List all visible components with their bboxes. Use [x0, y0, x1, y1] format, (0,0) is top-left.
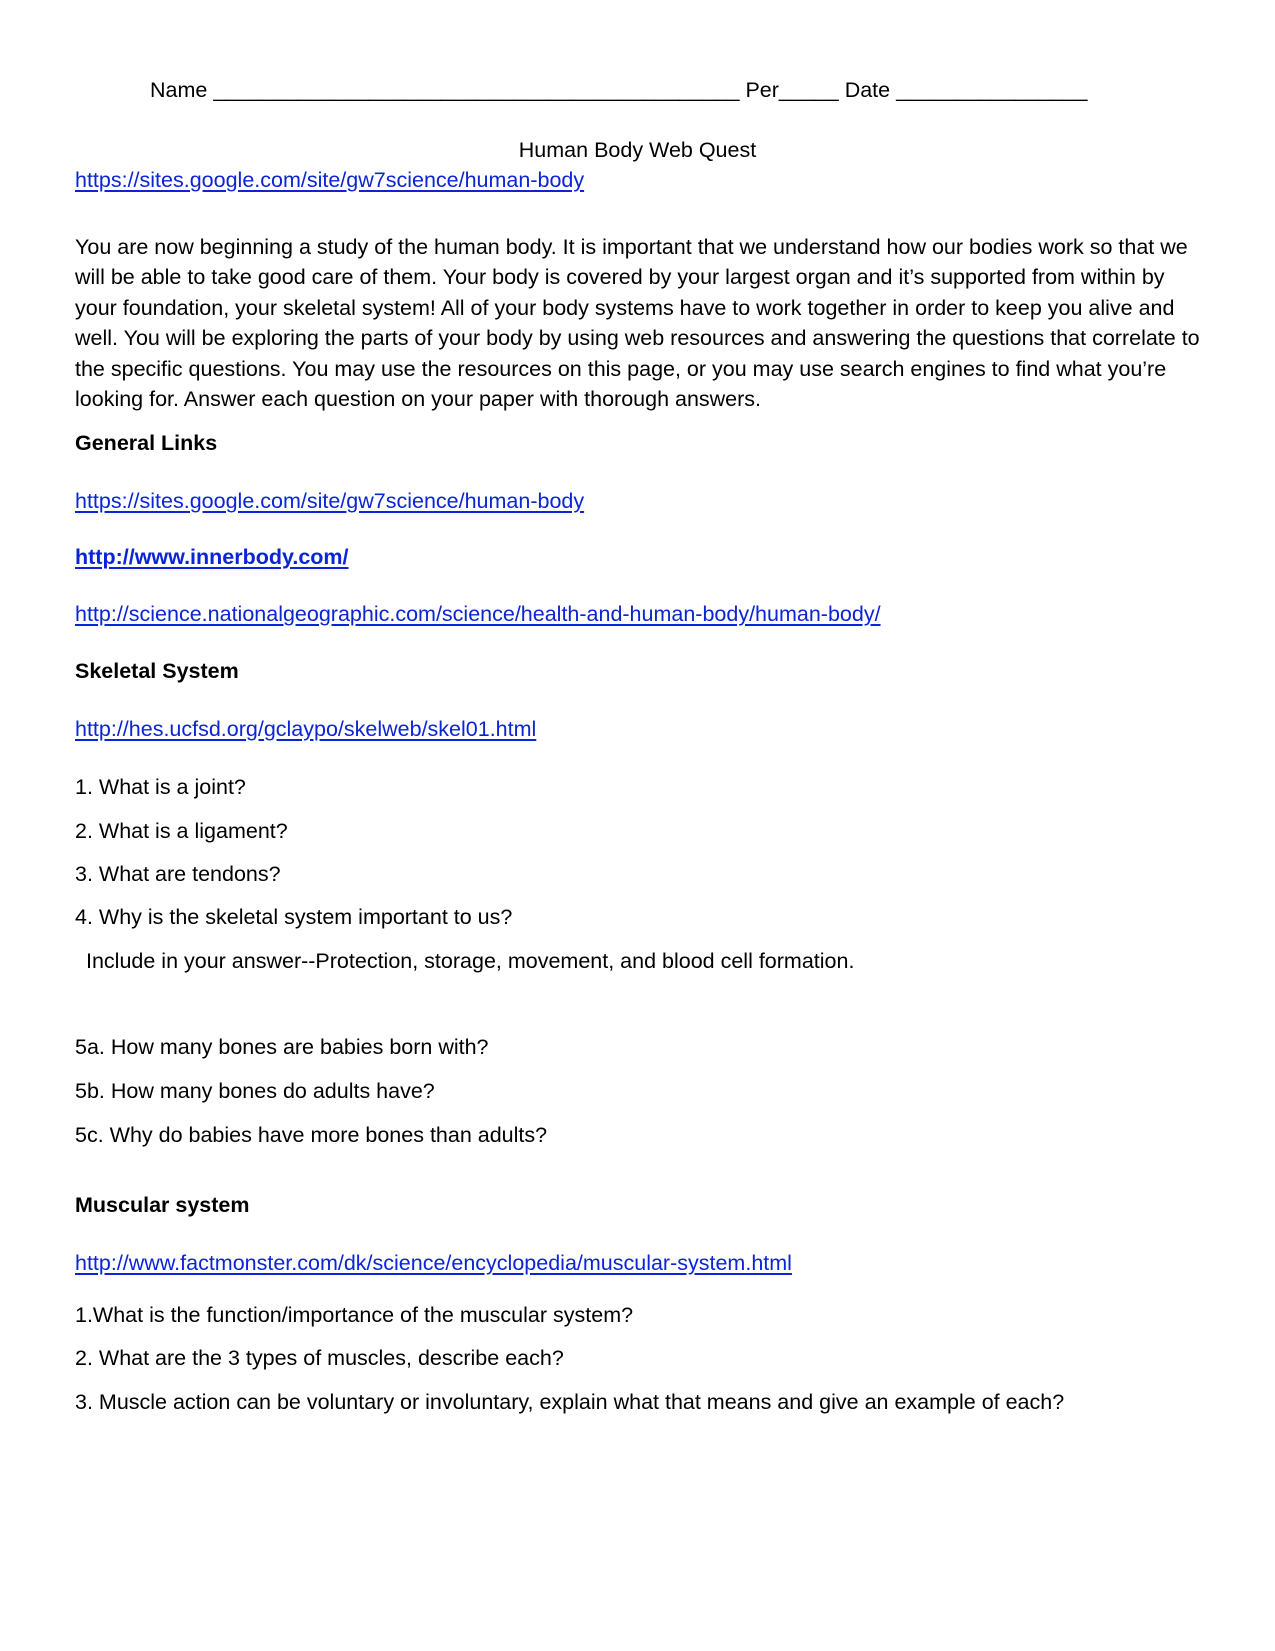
muscular-question: 3. Muscle action can be voluntary or involuntary, explain what that means and give an example of each? — [75, 1390, 1065, 1414]
skeletal-question: 5a. How many bones are babies born with? — [75, 1035, 489, 1059]
skeletal-question: 1. What is a joint? — [75, 775, 246, 799]
skeletal-question-hint: Include in your answer--Protection, storage, movement, and blood cell formation. — [86, 949, 855, 973]
date-blank: ________________ — [896, 78, 1088, 102]
date-label: Date — [844, 78, 891, 102]
skeletal-question: 5c. Why do babies have more bones than adults? — [75, 1123, 548, 1147]
name-blank: ____________________________________________ — [213, 78, 740, 102]
muscular-question: 2. What are the 3 types of muscles, describe each? — [75, 1346, 564, 1370]
name-label: Name — [150, 78, 208, 102]
per-label: Per — [745, 78, 779, 102]
general-link-google-sites[interactable]: https://sites.google.com/site/gw7science/human-body — [75, 489, 585, 513]
skeletal-link[interactable]: http://hes.ucfsd.org/gclaypo/skelweb/skel01.html — [75, 717, 537, 741]
general-link-natgeo[interactable]: http://science.nationalgeographic.com/science/health-and-human-body/human-body/ — [75, 602, 881, 626]
top-link[interactable]: https://sites.google.com/site/gw7science/human-body — [75, 168, 585, 192]
page-title: Human Body Web Quest — [518, 138, 757, 162]
header-fields — [150, 75, 1087, 105]
general-links-heading: General Links — [75, 431, 218, 455]
skeletal-question: 3. What are tendons? — [75, 862, 281, 886]
skeletal-question: 2. What is a ligament? — [75, 819, 288, 843]
general-link-innerbody[interactable]: http://www.innerbody.com/ — [75, 545, 349, 569]
intro-paragraph: You are now beginning a study of the human body. It is important that we understand how our bodies work so that we will be able to take good care of them. Your body is covered by your largest organ and it’s supported from within by your foundation, your skeletal system! All of your body systems have to work together in order to keep you alive and well. You will be exploring the parts of your body by using web resources and answering the questions that correlate to the specific questions. You may use the resources on this page, or you may use search engines to find what you’re looking for. Answer each question on your paper with thorough answers. — [75, 235, 1200, 412]
muscular-link[interactable]: http://www.factmonster.com/dk/science/encyclopedia/muscular-system.html — [75, 1251, 792, 1275]
skeletal-heading: Skeletal System — [75, 659, 239, 683]
skeletal-question: 4. Why is the skeletal system important to us? — [75, 905, 513, 929]
muscular-heading: Muscular system — [75, 1193, 250, 1217]
skeletal-question: 5b. How many bones do adults have? — [75, 1079, 435, 1103]
muscular-question: 1.What is the function/importance of the muscular system? — [75, 1303, 634, 1327]
per-blank: _____ — [778, 78, 839, 102]
